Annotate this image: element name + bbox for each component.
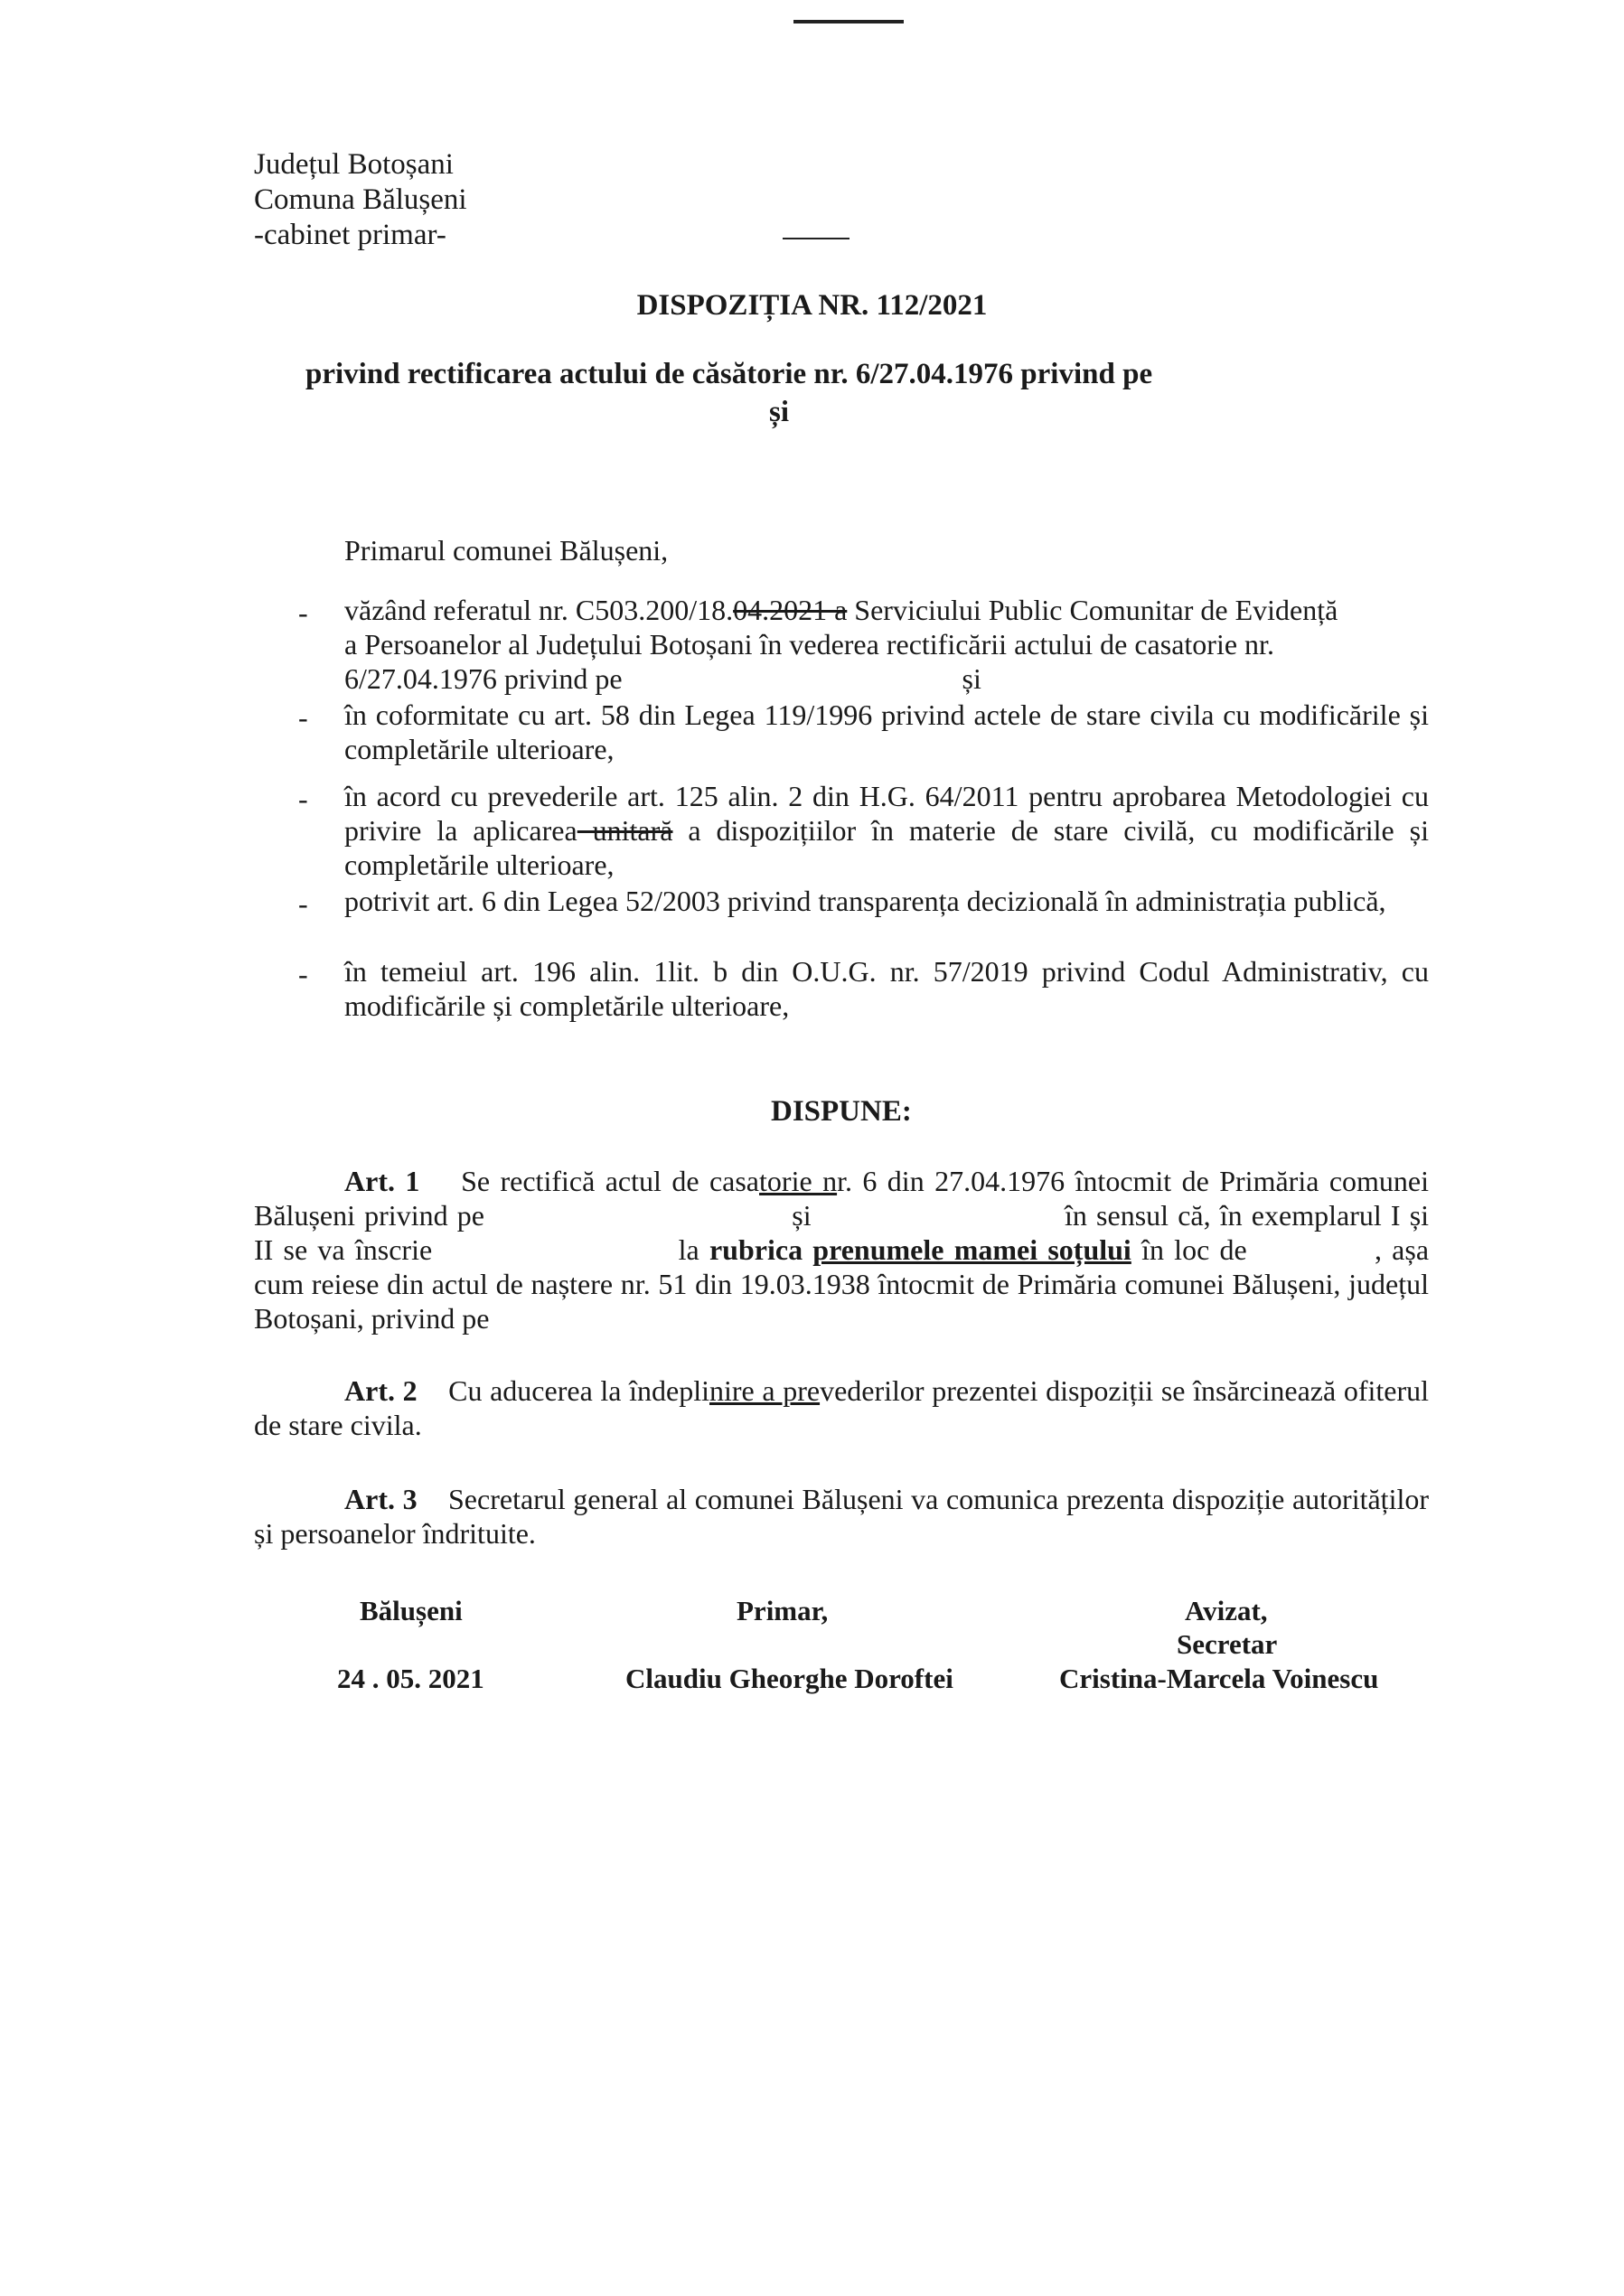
consideration-3: în acord cu prevederile art. 125 alin. 2 din H.G. 64/2011 pentru aprobarea Metodologiei cu privire la aplicarea unitară a dispozițiilor în materie de stare civilă, cu modificările și completările ulterioare, — [344, 780, 1430, 881]
article-label: Art. 2 — [344, 1374, 418, 1407]
commune-label: Comuna Bălușeni — [254, 183, 467, 216]
struck-text: 04.2021 a — [733, 594, 848, 626]
signature-date: 24 . 05. 2021 — [337, 1663, 484, 1694]
mayor-name: Claudiu Gheorghe Doroftei — [625, 1663, 953, 1694]
secretary-title: Secretar — [1177, 1628, 1278, 1660]
mayor-title: Primar, — [737, 1595, 829, 1626]
article-label: Art. 3 — [344, 1483, 418, 1515]
article-label: Art. 1 — [344, 1165, 420, 1197]
consideration-2: în coformitate cu art. 58 din Legea 119/1996 privind actele de stare civila cu modificările și completările ulterioare, — [344, 698, 1429, 765]
bullet-dash: - — [298, 958, 308, 990]
bullet-dash: - — [298, 783, 308, 815]
underlined-field: prenumele mamei soțului — [812, 1233, 1131, 1266]
consideration-4: potrivit art. 6 din Legea 52/2003 privind transparența decizională în administrația publică, — [344, 885, 1386, 917]
intro-text: Primarul comunei Bălușeni, — [344, 534, 669, 567]
top-ink-mark — [793, 20, 904, 23]
secretary-name: Cristina-Marcela Voinescu — [1059, 1663, 1379, 1694]
document-title: DISPOZIȚIA NR. 112/2021 — [636, 289, 988, 322]
office-label: -cabinet primar- — [254, 219, 446, 251]
article-2: Art. 2 Cu aducerea la îndeplinire a prevederilor prezentei dispoziții se însărcinează ofiterul de stare civila. — [254, 1374, 1430, 1441]
bullet-dash: - — [298, 887, 308, 920]
document-subtitle: privind rectificarea actului de căsătorie nr. 6/27.04.1976 privind pe — [305, 358, 1153, 390]
dispune-heading: DISPUNE: — [771, 1095, 912, 1128]
consideration-1: văzând referatul nr. C503.200/18.04.2021 a Serviciului Public Comunitar de Evidență a Persoanelor al Județului Botoșani în vederea rectificării actului de casatorie nr. 6/27.04.1976 privind pe și — [344, 594, 1338, 695]
signature-place: Bălușeni — [360, 1595, 463, 1626]
struck-text: unitară — [577, 814, 673, 847]
article-3: Art. 3 Secretarul general al comunei Bălușeni va comunica prezenta dispoziție autorităților și persoanelor îndrituite. — [254, 1483, 1430, 1550]
document-subtitle-conjunction: și — [769, 396, 790, 428]
article-1: Art. 1 Se rectifică actul de casatorie nr. 6 din 27.04.1976 întocmit de Primăria comunei Bălușeni privind pe și în sensul că, în exemplarul I și II se va înscrie la rubrica prenumele mamei soțului în loc de , așa cum reiese din actul de naștere nr. 51 din 19.03.1938 întocmit de Primăria comunei Bălușeni, județul Botoșani, privind pe — [254, 1165, 1430, 1335]
consideration-5: în temeiul art. 196 alin. 1lit. b din O.U.G. nr. 57/2019 privind Codul Administrativ, cu modificările și completările ulterioare, — [344, 955, 1429, 1022]
county-label: Județul Botoșani — [254, 148, 454, 181]
bullet-dash: - — [298, 596, 308, 629]
endorsed-label: Avizat, — [1185, 1595, 1268, 1626]
header-ink-line — [783, 238, 850, 239]
bullet-dash: - — [298, 701, 308, 734]
